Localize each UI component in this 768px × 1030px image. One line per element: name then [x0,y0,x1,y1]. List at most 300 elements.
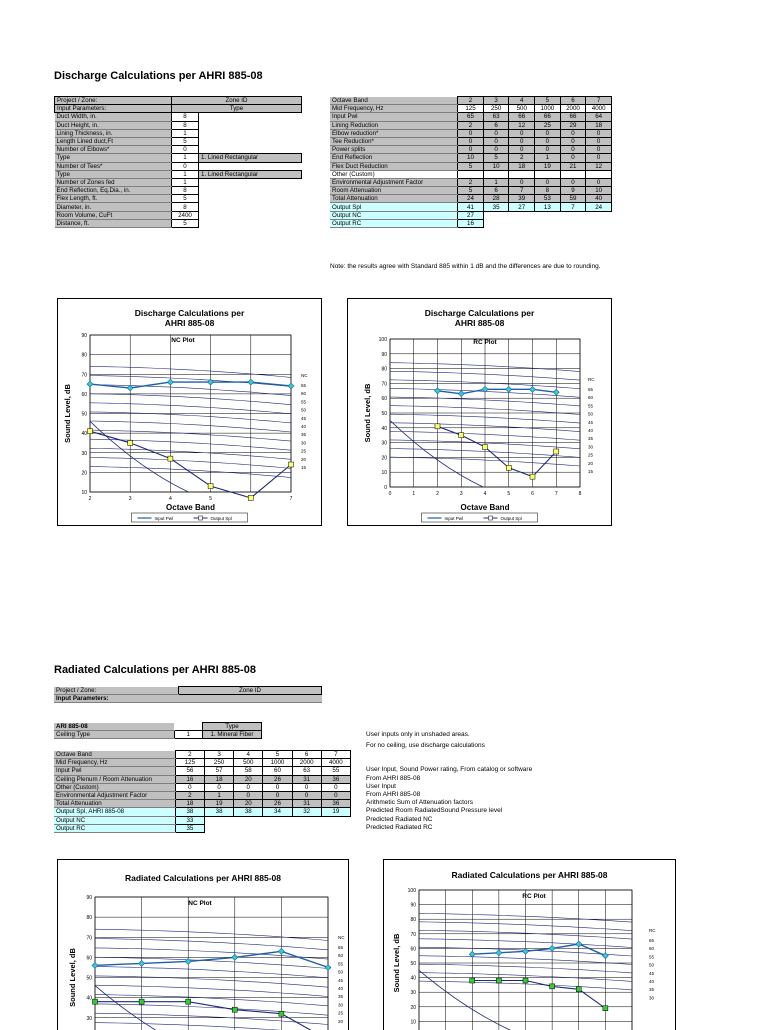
data-point [139,999,144,1004]
input-params-label: Input Parameters: [54,695,179,703]
result-row-label: Input Pwl [330,113,458,121]
chart-title-line: Discharge Calculations per [134,308,245,318]
result-cell: 7 [560,203,586,211]
input-row [55,146,302,154]
chart-title-line: Discharge Calculations per [424,308,535,318]
input-row-label: Lining Thickness, in. [55,129,172,137]
radiated-cell[interactable]: 0 [205,783,234,791]
data-point [232,1007,237,1012]
data-point [278,948,284,954]
input-row-value[interactable]: 5 [172,195,199,203]
input-row-label: Type [55,154,172,162]
input-row [55,187,302,195]
radiated-cell: 0 [263,791,292,799]
y-tick-label: 50 [381,411,387,417]
radiated-cell: 38 [175,808,204,816]
input-row-label: Room Volume, CuFt [55,211,172,219]
input-row-value[interactable]: 1 [172,154,199,162]
data-point [128,440,133,445]
radiated-cell[interactable]: 0 [292,783,321,791]
y-tick-label: 70 [86,935,92,942]
ceiling-type-input[interactable]: 1 [174,731,203,739]
result-cell: 0 [586,154,612,162]
curve-label: 25 [588,452,594,458]
result-blank [586,211,612,219]
reference-curve [90,403,291,414]
radiated-row-label: Octave Band [54,751,175,759]
legend-output-marker [199,516,203,520]
radiated-blank [263,816,292,824]
reference-curves [95,929,328,1030]
input-row [55,211,302,219]
result-cell: 0 [483,129,509,137]
radiated-cell[interactable]: 57 [205,767,234,775]
result-cell: 27 [509,203,535,211]
radiated-blank [263,824,292,832]
discharge-rc-plot [348,299,611,525]
y-tick-label: 60 [81,391,87,398]
input-row-blank [199,162,302,170]
type-header: Type [203,723,262,731]
y-tick-label: 30 [81,450,87,457]
data-point [88,429,93,434]
curve-label: 55 [338,961,344,967]
result-cell: 2 [509,154,535,162]
radiated-row [54,759,351,767]
result-cell: 2 [458,121,484,129]
result-blank [483,211,509,219]
result-cell[interactable] [535,170,561,178]
input-row-header: Zone ID [172,97,302,105]
result-row-label: Output RC [330,219,458,227]
x-axis-label: Octave Band [460,503,510,512]
radiated-cell: 31 [292,800,321,808]
input-row-label: Number of Zones fed [55,178,172,186]
result-row [330,178,612,186]
project-label: Project / Zone: [54,687,179,695]
result-blank [586,219,612,227]
x-tick-label: 0 [388,491,392,497]
data-point [506,386,512,392]
result-cell: 10 [483,162,509,170]
radiated-cell[interactable]: 2 [175,751,204,759]
input-row-value[interactable]: 8 [172,187,199,195]
result-cell: 0 [458,129,484,137]
input-row-blank [199,113,302,121]
result-cell: 12 [509,121,535,129]
radiated-cell[interactable]: 58 [234,767,263,775]
input-row [55,219,302,227]
y-tick-label: 90 [86,895,92,901]
discharge-nc-chart [57,298,322,526]
result-row [330,105,612,113]
curve-label: 40 [649,979,655,984]
radiated-row [54,824,351,832]
result-cell: 24 [586,203,612,211]
x-tick-label: 1 [412,491,416,497]
result-row [330,154,612,162]
result-row-label: Octave Band [330,97,458,105]
curve-label: 60 [301,391,307,397]
radiated-row-label: Output RC [54,824,175,832]
series-line [90,431,291,498]
discharge-note: Note: the results agree with Standard 885 within 1 dB and the differences are due to rounding. [330,263,601,270]
y-tick-label: 10 [381,470,387,477]
result-cell: 12 [586,162,612,170]
radiated-row [54,751,351,759]
y-tick-label: 50 [86,975,92,982]
data-point [248,379,254,385]
radiated-cell[interactable]: 6 [292,751,321,759]
discharge-results-table [330,96,612,228]
input-row-blank [199,219,302,227]
data-point [458,391,464,397]
radiated-row-label: Input Pwl [54,767,175,775]
result-cell: 500 [509,105,535,113]
ceiling-table [54,722,262,739]
result-cell: 18 [509,162,535,170]
reference-curve [90,376,291,387]
radiated-row-label: Mid Frequency, Hz [54,759,175,767]
radiated-cell: 31 [292,775,321,783]
result-row-label: Tee Reduction* [330,137,458,145]
y-tick-label: 10 [81,490,87,496]
y-tick-label: 90 [381,351,387,358]
radiated-cell[interactable]: 0 [263,783,292,791]
radiated-project-table [54,686,322,703]
result-cell: 0 [509,129,535,137]
curve-label: 20 [588,460,594,466]
discharge-nc-plot [58,299,321,525]
input-row-blank [199,195,302,203]
result-row [330,146,612,154]
result-cell[interactable] [560,170,586,178]
curve-label: 35 [588,436,594,442]
x-tick-label: 4 [169,496,172,502]
data-point [470,978,475,983]
radiated-cell: 0 [321,791,350,799]
y-tick-label: 90 [81,333,87,339]
input-row-value[interactable]: 1 [172,170,199,178]
result-cell: 0 [483,146,509,154]
input-row-value[interactable]: 2400 [172,211,199,219]
radiated-cell[interactable]: 125 [175,759,204,767]
result-blank [560,211,586,219]
radiated-cell: 18 [205,775,234,783]
radiated-row [54,816,351,824]
y-axis-label: Sound Level, dB [63,384,72,443]
data-point [232,954,238,960]
radiated-blank [234,824,263,832]
result-row [330,113,612,121]
result-cell: 125 [458,105,484,113]
ari-label: ARI 885-08 [54,723,174,731]
x-axis-label: Octave Band [166,503,215,512]
radiated-row-note: User Input, Sound Power rating, From catalog or software [366,766,533,774]
curve-label: 55 [301,399,307,405]
series-line [472,944,605,956]
input-row-value[interactable]: 8 [172,203,199,211]
series-line [95,951,328,967]
radiated-cell: 18 [175,800,204,808]
result-row-label: Other (Custom) [330,170,458,178]
input-row [55,113,302,121]
curve-label: 65 [338,945,344,950]
result-cell: 0 [535,129,561,137]
result-cell: 24 [458,195,484,203]
input-row-value[interactable]: 1 [172,129,199,137]
data-point [87,381,93,387]
radiated-row [54,767,351,775]
reference-curve [95,1013,328,1024]
result-cell: 2 [458,178,484,186]
input-row-value[interactable]: 0 [172,162,199,170]
data-point [288,383,294,389]
radiated-cell[interactable]: 0 [175,783,204,791]
data-point [550,984,555,989]
input-row-blank [199,187,302,195]
curve-label: 30 [338,1002,344,1008]
curve-label: 30 [649,995,655,1001]
result-cell: 7 [509,187,535,195]
radiated-cell[interactable]: 3 [205,751,234,759]
radiated-cell: 20 [234,775,263,783]
input-row-label: Type [55,170,172,178]
data-point [554,449,559,454]
result-cell: 4000 [586,105,612,113]
input-row-blank [199,146,302,154]
input-row-value[interactable]: 0 [172,146,199,154]
curve-label: 15 [588,469,594,474]
y-tick-label: 80 [81,352,87,359]
result-cell: 6 [483,121,509,129]
y-tick-label: 70 [410,931,416,938]
ceiling-type-name: 1. Mineral Fiber [203,731,262,739]
curve-axis-label: NC [301,373,308,378]
result-cell: 53 [535,195,561,203]
input-row [55,105,302,113]
result-cell: 0 [586,137,612,145]
input-row [55,121,302,129]
radiated-row [54,775,351,783]
data-point [576,987,581,992]
input-row-blank [199,137,302,145]
data-point [289,462,294,467]
radiated-row [54,808,351,816]
x-tick-label: 2 [436,491,439,497]
discharge-title: Discharge Calculations per AHRI 885-08 [54,70,263,82]
result-row-label: Elbow reduction* [330,129,458,137]
user-note-2: For no ceiling, use discharge calculations [366,742,485,749]
result-blank [560,219,586,227]
result-row [330,203,612,211]
input-row [55,154,302,162]
curve-label: 20 [338,1018,344,1024]
result-row-label: Flex Duct Reduction [330,162,458,170]
data-point [602,953,608,959]
data-point [483,445,488,450]
x-tick-label: 2 [88,496,92,502]
result-cell: 0 [458,146,484,154]
input-row-value[interactable]: 1 [172,178,199,186]
radiated-cell: 38 [205,808,234,816]
result-blank [535,211,561,219]
result-cell: 0 [509,146,535,154]
radiated-cell[interactable]: 60 [263,767,292,775]
result-cell: 8 [535,187,561,195]
result-cell: 59 [560,195,586,203]
y-axis-label: Sound Level, dB [392,933,401,993]
reference-curve [95,929,328,940]
result-cell[interactable] [586,170,612,178]
chart-title: Radiated Calculations per AHRI 885-08 [451,870,608,880]
radiated-row-label: Environmental Adjustment Factor [54,791,175,799]
radiated-blank [292,816,321,824]
result-cell: 25 [535,121,561,129]
y-tick-label: 90 [410,902,416,909]
result-row [330,219,612,227]
radiated-blank [292,824,321,832]
input-row-value[interactable]: 5 [172,219,199,227]
input-row [55,97,302,105]
ceiling-type-label: Ceiling Type [54,731,174,739]
result-cell: 0 [535,137,561,145]
radiated-cell[interactable]: 5 [263,751,292,759]
y-tick-label: 30 [86,1015,92,1022]
y-tick-label: 20 [81,470,87,477]
data-point [576,941,582,947]
radiated-blank [205,824,234,832]
result-cell: 0 [535,146,561,154]
curve-label: 55 [649,954,655,960]
chart-subtitle: RC Plot [522,893,546,900]
radiated-row [54,800,351,808]
curve-label: 55 [588,403,594,409]
input-row-blank [199,129,302,137]
input-row-value[interactable]: 5 [172,137,199,145]
reference-curve-steep [419,970,568,1030]
radiated-cell[interactable]: 250 [205,759,234,767]
radiated-row-note: Predicted Radiated RC [366,823,433,831]
y-tick-label: 40 [410,975,416,982]
radiated-cell[interactable]: 7 [321,751,350,759]
radiated-cell: 2 [175,791,204,799]
reference-curve [95,939,328,950]
result-cell[interactable] [458,170,484,178]
radiated-nc-chart [57,859,349,1030]
input-row-label: End Reflection, Eq.Dia., in. [55,187,172,195]
result-cell: 10 [458,154,484,162]
result-row [330,137,612,145]
radiated-row-label: Ceiling Plenum / Room Attenuation [54,775,175,783]
radiated-cell[interactable]: 63 [292,767,321,775]
curve-label: 65 [588,387,594,392]
curve-label: 45 [649,970,655,976]
curve-label: 45 [338,977,344,983]
result-cell: 0 [586,129,612,137]
y-tick-label: 60 [381,396,387,403]
result-cell: 64 [586,113,612,121]
radiated-row-note: From AHRI 885-08 [366,774,421,782]
result-row [330,121,612,129]
curve-label: 30 [588,444,594,450]
radiated-cell[interactable]: 0 [234,783,263,791]
input-row-value[interactable]: 8 [172,113,199,121]
data-point [496,978,501,983]
result-cell[interactable] [483,170,509,178]
radiated-cell: 20 [234,800,263,808]
radiated-cell[interactable]: 55 [321,767,350,775]
discharge-rc-chart [347,298,612,526]
radiated-cell: 0 [234,791,263,799]
y-tick-label: 40 [86,995,92,1002]
data-point [92,962,98,968]
x-tick-label: 3 [459,491,463,497]
chart-title: Radiated Calculations per AHRI 885-08 [124,873,282,883]
result-cell: 5 [458,187,484,195]
result-cell: 7 [586,97,612,105]
y-tick-label: 30 [410,990,416,997]
data-point [530,386,536,392]
radiated-cell: 19 [321,808,350,816]
result-cell: 65 [458,113,484,121]
result-cell: 66 [509,113,535,121]
curve-label: 30 [301,440,307,446]
input-row [55,203,302,211]
radiated-cell[interactable]: 0 [321,783,350,791]
radiated-cell[interactable]: 56 [175,767,204,775]
radiated-cell: 38 [234,808,263,816]
result-row-label: Output Spl [330,203,458,211]
user-note-1: User inputs only in unshaded areas. [366,731,470,738]
legend-output-label: Output Spl [500,516,522,521]
data-point [167,379,173,385]
result-row-label: Output NC [330,211,458,219]
result-row-label: Room Attenuation [330,187,458,195]
reference-curve [90,366,291,377]
radiated-cell: 36 [321,800,350,808]
input-row-label: Duct Height, in. [55,121,172,129]
radiated-cell[interactable]: 4 [234,751,263,759]
data-point [459,433,464,438]
input-row-value[interactable]: 8 [172,121,199,129]
y-tick-label: 30 [381,440,387,447]
radiated-cell[interactable]: 2000 [292,759,321,767]
result-cell: 66 [535,113,561,121]
chart-title-line: AHRI 885-08 [164,318,215,328]
curve-label: 50 [588,411,594,417]
radiated-cell[interactable]: 1000 [263,759,292,767]
y-tick-label: 40 [81,431,87,438]
result-cell[interactable] [509,170,535,178]
y-tick-label: 60 [86,955,92,962]
radiated-cell[interactable]: 4000 [321,759,350,767]
curve-label: 60 [588,395,594,401]
x-tick-label: 4 [483,491,487,497]
curve-label: 35 [649,987,655,993]
result-cell: 2000 [560,105,586,113]
radiated-row-note: Arithmetic Sum of Attenuation factors [366,799,473,807]
curve-label: 35 [338,994,344,1000]
radiated-cell[interactable]: 500 [234,759,263,767]
data-point [603,1006,608,1011]
radiated-row-note: From AHRI 885-08 [366,791,421,798]
curve-axis-label: RC [649,928,656,933]
curve-label: 35 [301,432,307,438]
result-cell: 3 [483,97,509,105]
result-blank [483,219,509,227]
result-cell: 0 [560,178,586,186]
